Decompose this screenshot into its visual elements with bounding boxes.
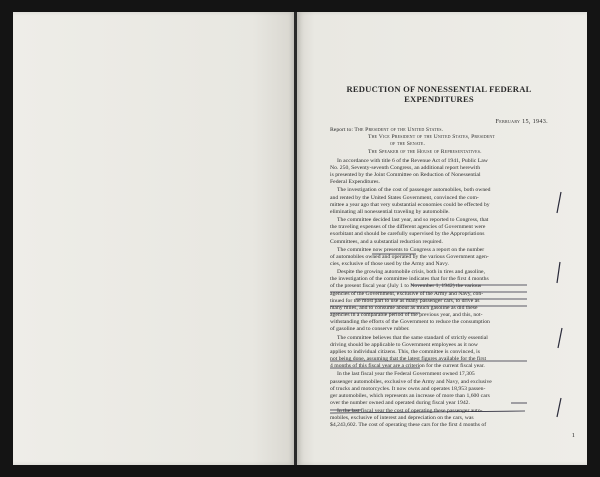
text-line: applies to individual citizens. This, the committee is convinced, is [330, 348, 480, 355]
body-paragraph [330, 187, 548, 216]
text-line: Despite the growing automobile crisis, both in tires and gasoline, [337, 269, 486, 276]
text-line: 4 months of this fiscal year are a criterion for the current fiscal year. [330, 363, 485, 370]
title-line: REDUCTION OF NONESSENTIAL FEDERAL [346, 84, 532, 94]
addressee: The Speaker of the House of Representatives. [368, 148, 482, 155]
text-line: No. 250, Seventy-seventh Congress, an additional report herewith [330, 164, 481, 171]
body-paragraph [330, 247, 548, 268]
text-line: passenger automobiles, exclusive of the Army and Navy, and exclusive [330, 378, 492, 385]
left-blank-page [13, 12, 295, 465]
text-line: of gasoline and to conserve rubber. [330, 326, 410, 333]
report-date: February 15, 1943. [495, 118, 548, 125]
text-line: the investigation of the committee indicates that for the first 4 months [330, 276, 489, 283]
text-line: mittee a year ago that very substantial economies could be effected by [330, 201, 490, 208]
text-line: Committees, and a substantial reduction required. [330, 238, 443, 245]
addressee: The President of the United States. [354, 127, 444, 133]
text-line: In accordance with title 6 of the Revenue Act of 1941, Public Law [337, 157, 488, 164]
page-content [330, 84, 548, 431]
body-paragraph [330, 335, 548, 371]
text-line: exorbitant and should be carefully supervised by the Appropriations [330, 231, 485, 238]
text-line: Federal Expenditures. [330, 179, 380, 186]
text-line: ger automobiles, which represents an increase of more than 1,600 cars [330, 392, 490, 399]
body-text [330, 158, 548, 430]
text-line: In the last fiscal year the cost of operating these passenger auto- [337, 408, 483, 415]
report-addressees [330, 127, 548, 156]
body-paragraph [330, 371, 548, 407]
body-paragraph [330, 269, 548, 333]
addressee: of the Senate. [390, 141, 426, 148]
text-line: The investigation of the cost of passenger automobiles, both owned [337, 187, 491, 194]
title-line: EXPENDITURES [404, 94, 474, 104]
text-line: eliminating all nonessential traveling by automobile. [330, 208, 450, 215]
text-line: and rented by the United States Government, convinced the com- [330, 194, 479, 201]
text-line: withstanding the efforts of the Government to reduce the consumption [330, 319, 490, 326]
report-to-label: Report to: [330, 127, 353, 133]
text-line: the traveling expenses of the different agencies of Government were [330, 224, 486, 231]
text-line: mobiles, exclusive of interest and depreciation on the cars, was [330, 415, 474, 422]
text-line: many miles, and to consume about as much gasoline as did these [330, 304, 478, 311]
text-line: tinued for the most part to use as many passenger cars, to drive as [330, 297, 480, 304]
text-line: not being done, assuming that the latest figures available for the first [330, 356, 487, 363]
text-line: $4,243,602. The cost of operating these cars for the first 4 months of [330, 422, 487, 429]
right-text-page [297, 12, 587, 465]
body-paragraph [330, 158, 548, 187]
text-line: of the present fiscal year (July 1 to November 1, 1942) the various [330, 283, 482, 290]
text-line: of automobiles owned and operated by the various Government agen- [330, 253, 489, 260]
text-line: In the last fiscal year the Federal Government owned 17,305 [337, 371, 475, 378]
text-line: driving should be applicable to Government employees as it now [330, 341, 478, 348]
text-line: of trucks and motorcycles. It now owns and operates 18,953 passen- [330, 385, 486, 392]
text-line: over the number owned and operated during fiscal year 1942. [330, 399, 470, 406]
text-line: agencies in a comparable period of the previous year, and this, not- [330, 312, 483, 319]
addressee: The Vice President of the United States, President [368, 134, 495, 141]
text-line: The committee decided last year, and so reported to Congress, that [337, 217, 489, 224]
text-line: The committee believes that the same standard of strictly essential [337, 334, 488, 341]
text-line: is presented by the Joint Committee on Reduction of Nonessential [330, 172, 481, 179]
document-title [330, 84, 548, 104]
text-line: The committee now presents to Congress a report on the number [337, 246, 485, 253]
body-paragraph [330, 217, 548, 246]
text-line: agencies of the Government, exclusive of the Army and Navy, con- [330, 290, 484, 297]
text-line: cies, exclusive of those used by the Army and Navy. [330, 261, 449, 267]
body-paragraph [330, 408, 548, 429]
page-number: 1 [571, 432, 575, 439]
